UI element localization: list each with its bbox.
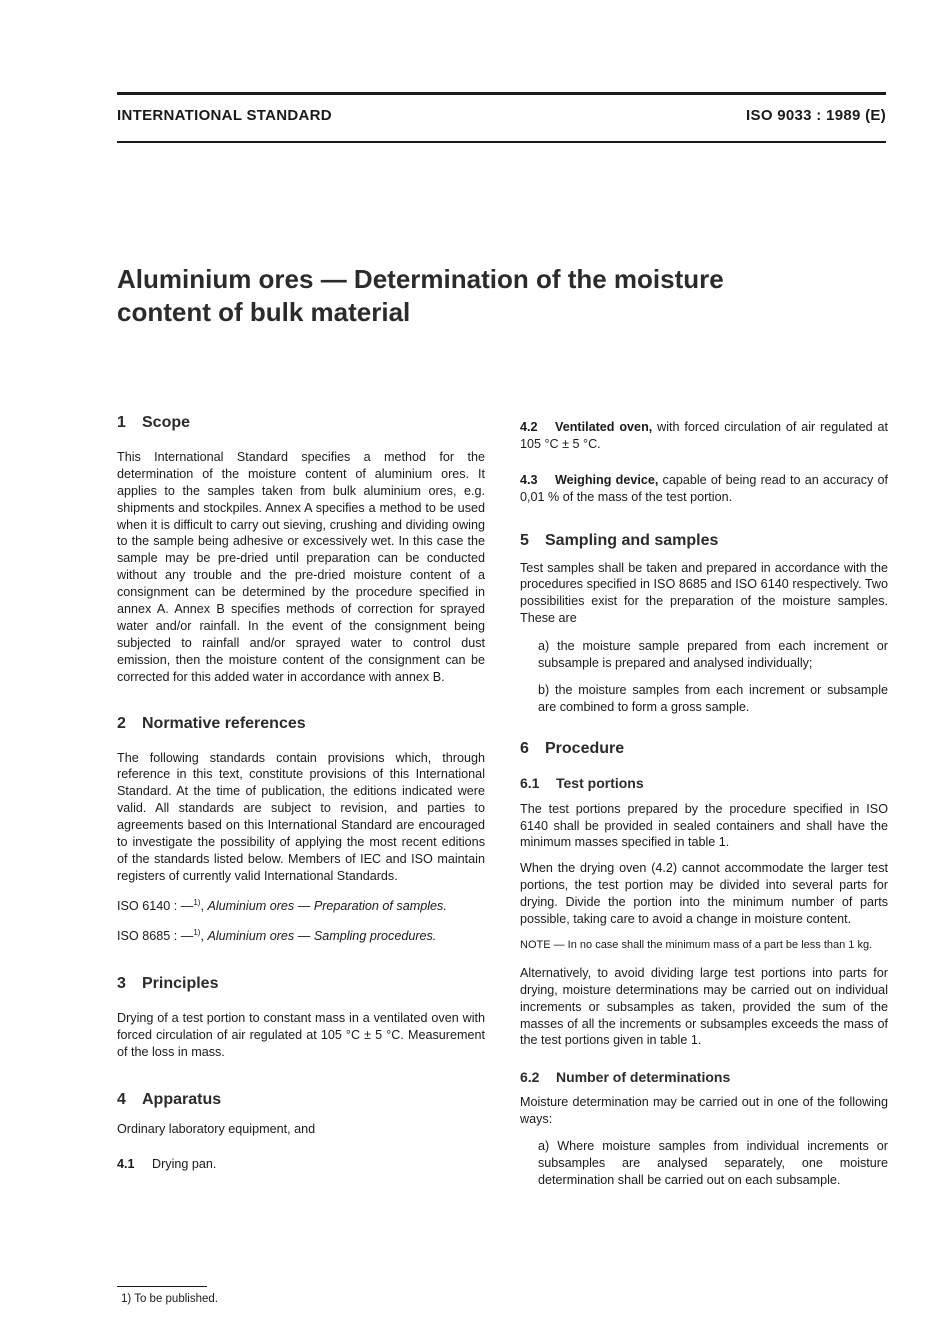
determinations-text: Moisture determination may be carried out in one of the following ways:: [520, 1095, 888, 1127]
section-title: Principles: [142, 974, 219, 992]
subsection-number: 6.2: [520, 1069, 540, 1086]
section-number: 5: [520, 531, 529, 549]
normative-references-text: The following standards contain provisions which, through reference in this text, constitute provisions of this International Standard. At the time of publication, the editions indicated were valid. All standards are subject to revision, and parties to agreements based on this International Standard are encouraged to investigate the possibility of applying the most recent editions of the standards listed below. Members of IEC and ISO maintain registers of currently valid International Standards.: [117, 750, 485, 883]
header-top-rule: [117, 92, 886, 95]
section-number: 2: [117, 714, 126, 732]
section-5-heading: [520, 533, 888, 550]
header-document-number: ISO 9033 : 1989 (E): [746, 107, 886, 124]
section-number: 4: [117, 1090, 126, 1108]
reference-iso-6140: ISO 6140 : —$^{1)}$, Aluminium ores — Preparation of samples.: [117, 897, 447, 913]
sampling-item-b: b) the moisture samples from each increment or subsample are combined to form a gross sample.: [538, 682, 888, 714]
test-portions-note: NOTE — In no case shall the minimum mass of a part be less than 1 kg.: [520, 938, 873, 951]
test-portions-para-3: Alternatively, to avoid dividing large test portions into parts for drying, moisture determinations may be carried out on individual increments or subsamples as taken, provided the sum of the masses of all the increments or subsamples exceeds the mass of the test portions given in table 1.: [520, 965, 888, 1048]
clause-4-3: 4.3 Weighing device, capable of being read to an accuracy of 0,01 % of the mass of the test portion.: [520, 472, 888, 504]
title-line-1: Aluminium ores — Determination of the moisture: [117, 264, 724, 294]
test-portions-para-2: When the drying oven (4.2) cannot accommodate the larger test portions, the test portion may be divided into several parts for drying. Divide the portion into the minimum number of parts possible, taking care to avoid a change in moisture content.: [520, 861, 888, 927]
footnote-rule: [117, 1286, 207, 1287]
header-bottom-rule: [117, 141, 886, 143]
reference-iso-8685: ISO 8685 : —$^{1)}$, Aluminium ores — Sampling procedures.: [117, 927, 437, 944]
section-number: 6: [520, 739, 529, 757]
clause-4-2: 4.2 Ventilated oven, with forced circulation of air regulated at 105 °C ± 5 °C.: [520, 420, 888, 451]
document-title: [117, 263, 857, 329]
section-2-heading: [117, 716, 485, 733]
subsection-number: 6.1: [520, 774, 540, 791]
header-standard-type: INTERNATIONAL STANDARD: [117, 107, 332, 124]
sampling-text: Test samples shall be taken and prepared in accordance with the procedures specified in ISO 8685 and ISO 6140 respectively. Two possibilities exist for the preparation of the moisture samples. These are: [520, 560, 888, 626]
subsection-6-2-heading: [520, 1069, 888, 1086]
section-number: 1: [117, 414, 126, 431]
determinations-item-a: a) Where moisture samples from individual increments or subsamples are analysed separately, one moisture determination shall be carried out on each subsample.: [538, 1139, 888, 1187]
sampling-item-a: a) the moisture sample prepared from each increment or subsample is prepared and analysed individually;: [538, 639, 888, 671]
section-title: Apparatus: [142, 1090, 222, 1108]
test-portions-para-1: The test portions prepared by the procedure specified in ISO 6140 shall be provided in sealed containers and shall have the minimum masses specified in table 1.: [520, 801, 888, 850]
right-column: [520, 419, 888, 1189]
section-title: Scope: [142, 414, 191, 431]
footnote: 1) To be published.: [121, 1293, 218, 1305]
principles-text: Drying of a test portion to constant mass in a ventilated oven with forced circulation of air regulated at 105 °C ± 5 °C. Measurement of the loss in mass.: [117, 1010, 485, 1059]
subsection-title: Number of determinations: [556, 1069, 731, 1086]
section-title: Normative references: [142, 714, 306, 732]
clause-4-1: 4.1 Drying pan.: [117, 1157, 217, 1172]
section-4-heading: [117, 1092, 485, 1109]
left-column: [117, 415, 485, 1173]
subsection-6-1-heading: [520, 775, 888, 792]
subsection-title: Test portions: [556, 774, 644, 791]
section-number: 3: [117, 974, 126, 992]
section-1-heading: [117, 415, 485, 432]
apparatus-intro: Ordinary laboratory equipment, and: [117, 1122, 316, 1137]
section-3-heading: [117, 976, 485, 993]
scope-text: This International Standard specifies a method for the determination of the moisture content of aluminium ores. It applies to the samples taken from bulk aluminium ores, e.g. shipments and stockpiles. Annex A specifies a method to be used when it is difficult to carry out sieving, crushing and dividing owing to the sample being adhesive or excessively wet. In this case the sample may be pre-dried until preparation can be conducted without any trouble and the pre-dried moisture content of a consignment can be determined by the procedure specified in annex A. Annex B specifies methods of correction for sprayed water and/or rainfall. In the event of the consignment being subjected to rainfall and/or sprayed water to control dust emission, then the moisture content of the consignment can be corrected for this added water in accordance with annex B.: [117, 449, 485, 684]
section-title: Sampling and samples: [545, 531, 719, 549]
section-6-heading: [520, 741, 888, 758]
section-title: Procedure: [545, 739, 625, 757]
title-line-2: content of bulk material: [117, 297, 411, 327]
